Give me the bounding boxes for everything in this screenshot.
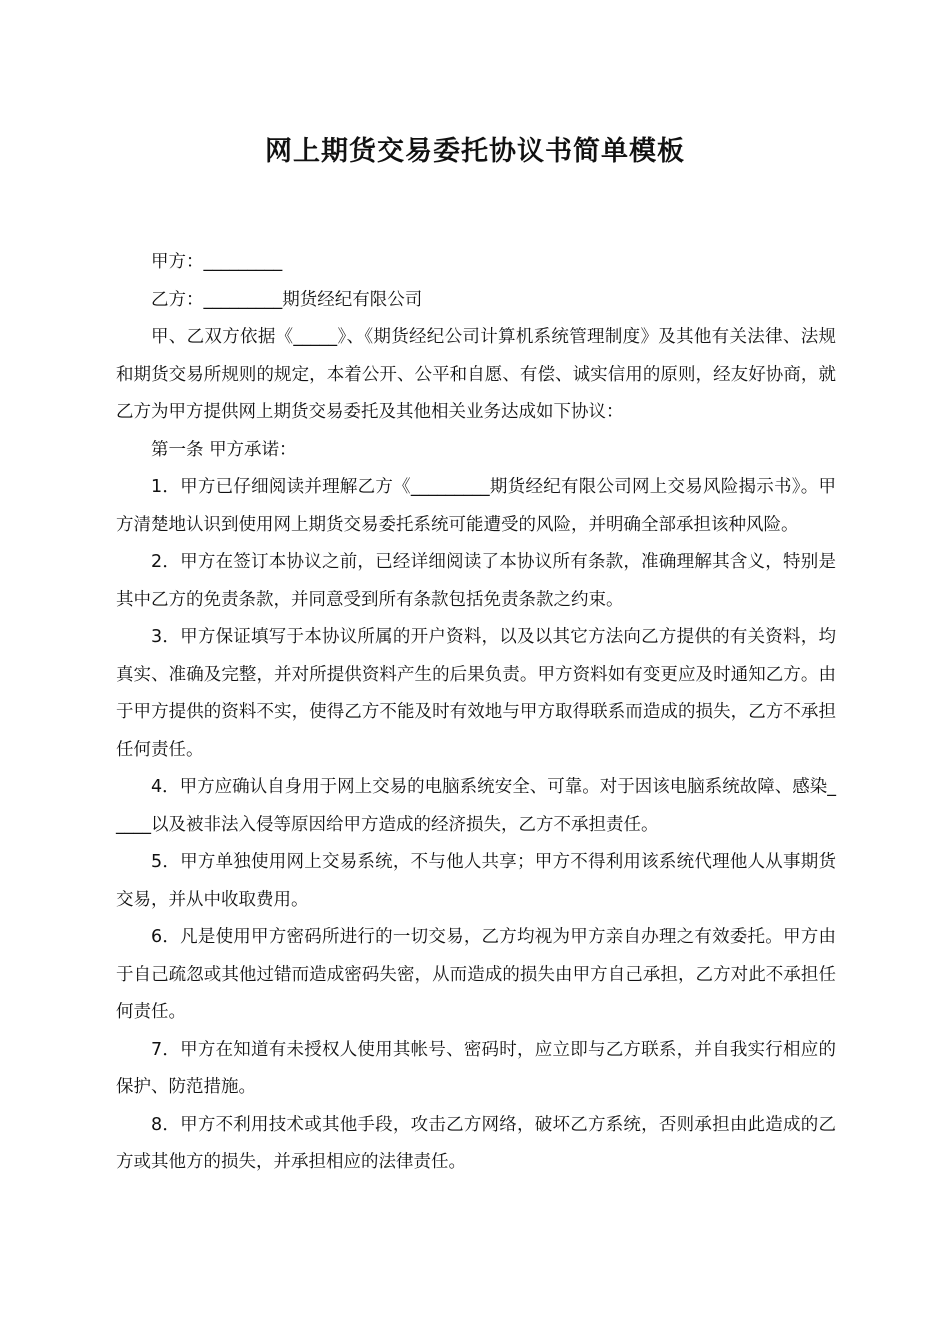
party-a-line: 甲方：_________ xyxy=(151,252,283,272)
document-body xyxy=(116,244,836,1182)
clause-5: 5．甲方单独使用网上交易系统，不与他人共享；甲方不得利用该系统代理他人从事期货交易，并从中收取费用。 xyxy=(116,852,836,910)
preamble-paragraph: 甲、乙双方依据《_____》、《期货经纪公司计算机系统管理制度》及其他有关法律、法规和期货交易所规则的规定，本着公开、公平和自愿、有偿、诚实信用的原则，经友好协商，就乙方为甲方提供网上期货交易委托及其他相关业务达成如下协议： xyxy=(116,327,836,422)
clause-8: 8．甲方不利用技术或其他手段，攻击乙方网络，破坏乙方系统，否则承担由此造成的乙方或其他方的损失，并承担相应的法律责任。 xyxy=(116,1114,836,1172)
clause-3: 3．甲方保证填写于本协议所属的开户资料，以及以其它方法向乙方提供的有关资料，均真实、准确及完整，并对所提供资料产生的后果负责。甲方资料如有变更应及时通知乙方。由于甲方提供的资料不实，使得乙方不能及时有效地与甲方取得联系而造成的损失，乙方不承担任何责任。 xyxy=(116,627,836,760)
clause-2: 2．甲方在签订本协议之前，已经详细阅读了本协议所有条款，准确理解其含义，特别是其中乙方的免责条款，并同意受到所有条款包括免责条款之约束。 xyxy=(116,552,836,610)
article-heading: 第一条 甲方承诺： xyxy=(151,439,297,460)
clause-1: 1．甲方已仔细阅读并理解乙方《_________期货经纪有限公司网上交易风险揭示书》。甲方清楚地认识到使用网上期货交易委托系统可能遭受的风险，并明确全部承担该种风险。 xyxy=(116,477,836,535)
party-b-line: 乙方：_________期货经纪有限公司 xyxy=(151,289,423,310)
clause-6: 6．凡是使用甲方密码所进行的一切交易，乙方均视为甲方亲自办理之有效委托。甲方由于自己疏忽或其他过错而造成密码失密，从而造成的损失由甲方自己承担，乙方对此不承担任何责任。 xyxy=(116,927,836,1022)
clause-7: 7．甲方在知道有未授权人使用其帐号、密码时，应立即与乙方联系，并自我实行相应的保护、防范措施。 xyxy=(116,1039,836,1097)
clause-4: 4．甲方应确认自身用于网上交易的电脑系统安全、可靠。对于因该电脑系统故障、感染_____以及被非法入侵等原因给甲方造成的经济损失，乙方不承担责任。 xyxy=(116,777,836,835)
document-title: 网上期货交易委托协议书简单模板 xyxy=(265,136,685,167)
